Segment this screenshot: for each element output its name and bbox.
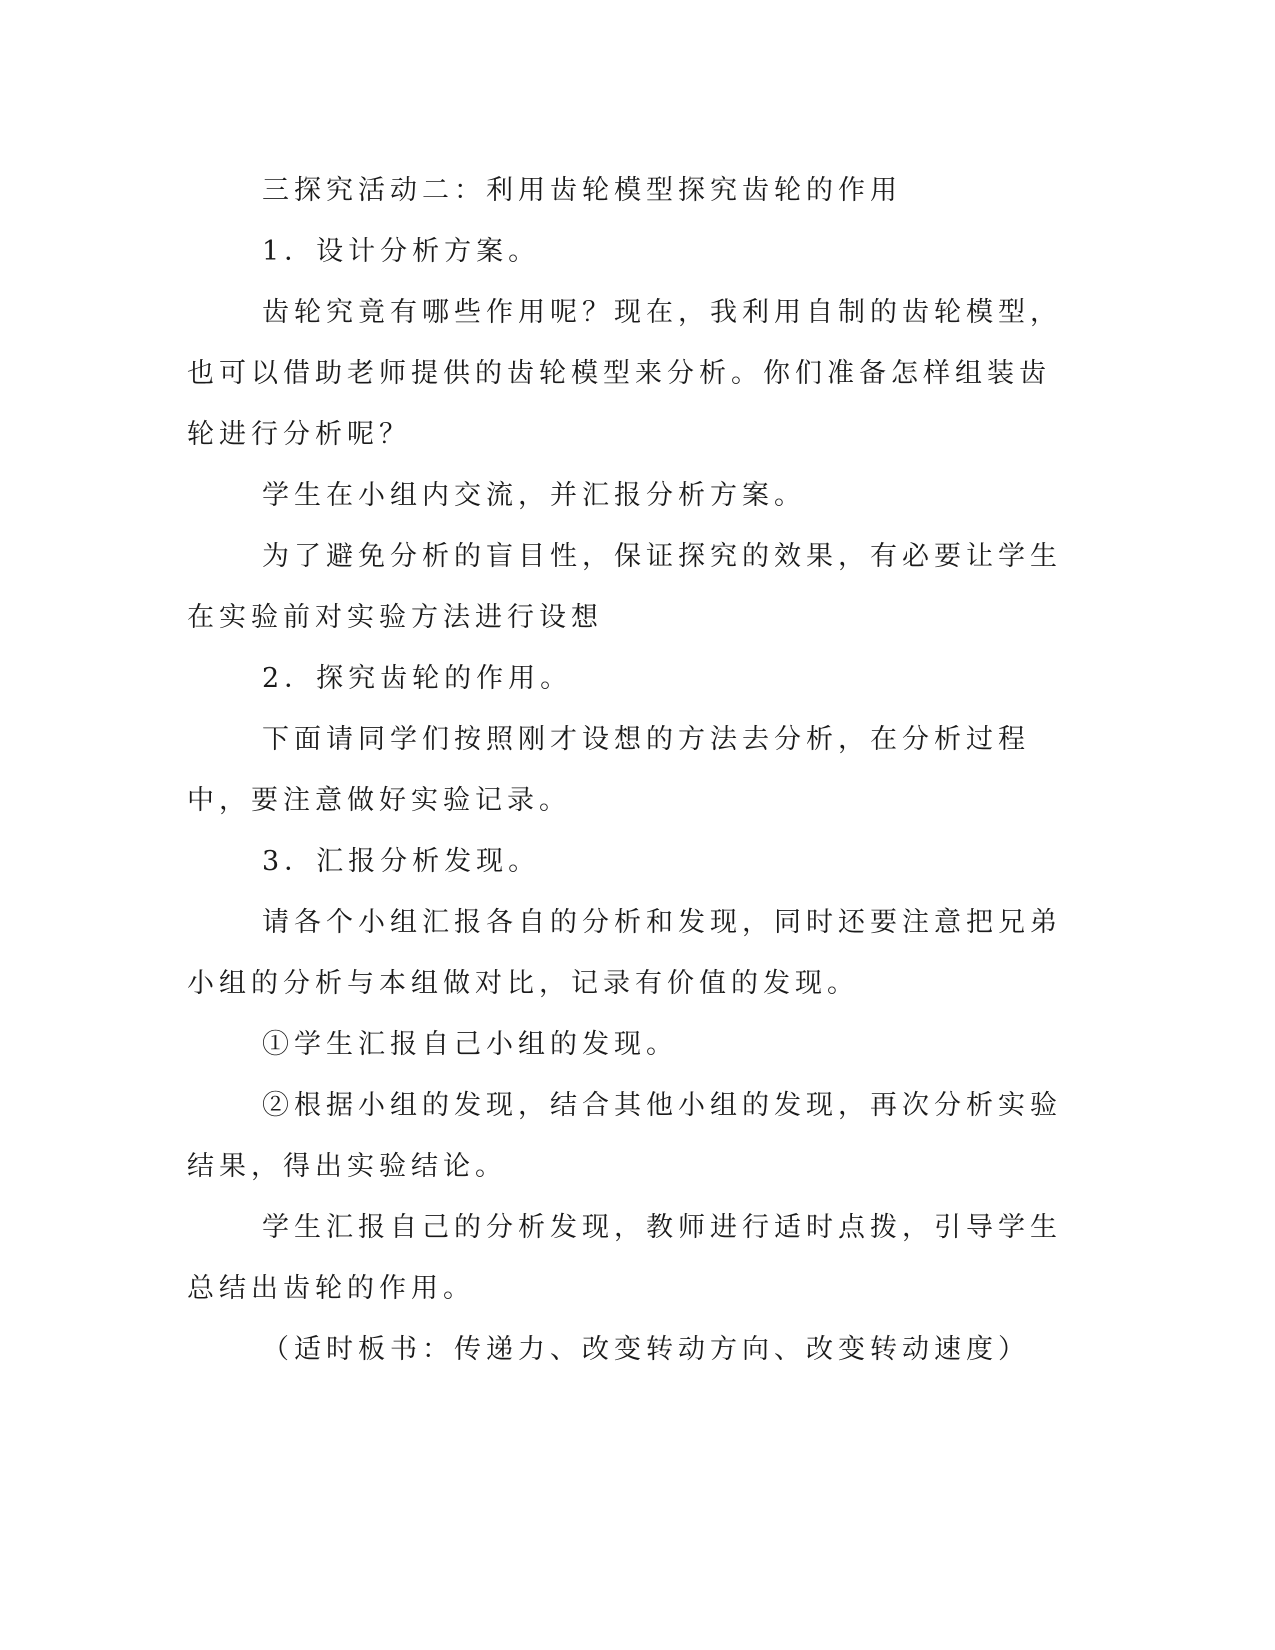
paragraph-design-note: 为了避免分析的盲目性，保证探究的效果，有必要让学生在实验前对实验方法进行设想 <box>187 541 1062 633</box>
step-heading-1: 1．设计分析方案。 <box>262 236 541 267</box>
board-writing-note: （适时板书：传递力、改变转动方向、改变转动速度） <box>262 1334 1030 1365</box>
list-item-1: ①学生汇报自己小组的发现。 <box>262 1029 678 1060</box>
step-heading-2: 2．探究齿轮的作用。 <box>262 663 573 694</box>
list-item-2: ②根据小组的发现，结合其他小组的发现，再次分析实验结果，得出实验结论。 <box>187 1090 1062 1182</box>
document-body <box>187 160 1067 1380</box>
paragraph-report: 请各个小组汇报各自的分析和发现，同时还要注意把兄弟小组的分析与本组做对比，记录有价值的发现。 <box>187 907 1062 999</box>
section-heading: 三探究活动二：利用齿轮模型探究齿轮的作用 <box>262 175 902 206</box>
paragraph-question: 齿轮究竟有哪些作用呢？现在，我利用自制的齿轮模型，也可以借助老师提供的齿轮模型来分析。你们准备怎样组装齿轮进行分析呢？ <box>187 297 1062 450</box>
paragraph-instructions: 下面请同学们按照刚才设想的方法去分析，在分析过程中，要注意做好实验记录。 <box>187 724 1030 816</box>
paragraph-student-exchange: 学生在小组内交流，并汇报分析方案。 <box>262 480 806 511</box>
step-heading-3: 3．汇报分析发现。 <box>262 846 541 877</box>
paragraph-summary: 学生汇报自己的分析发现，教师进行适时点拨，引导学生总结出齿轮的作用。 <box>187 1212 1062 1304</box>
